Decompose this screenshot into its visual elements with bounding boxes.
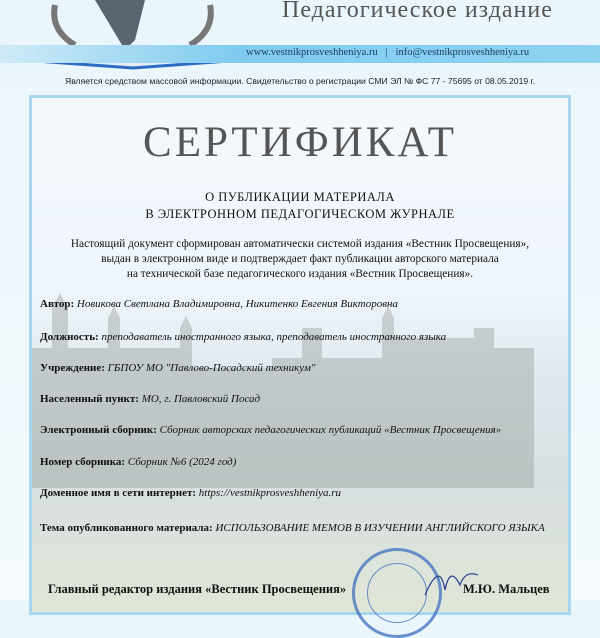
header-links xyxy=(246,47,529,58)
field-institution: Учреждение: ГБПОУ МО "Павлово-Посадский техникум" xyxy=(40,362,316,374)
description-line: выдан в электронном виде и подтверждает факт публикации авторского материала xyxy=(101,253,499,265)
registration-notice: Является средством массовой информации. Свидетельство о регистрации СМИ ЭЛ № ФС 77 - 75695 от 08.05.2019 г. xyxy=(64,76,535,86)
field-collection-number: Номер сборника: Сборник №6 (2024 год) xyxy=(40,456,237,468)
email-link[interactable]: info@vestnikprosveshheniya.ru xyxy=(395,47,530,58)
certificate-description xyxy=(0,237,600,282)
certificate-frame xyxy=(29,95,571,615)
website-link[interactable]: www.vestnikprosveshheniya.ru xyxy=(246,47,378,58)
editor-name: М.Ю. Мальцев xyxy=(463,582,550,596)
description-line: на технической базе педагогического издания «Вестник Просвещения». xyxy=(126,268,474,280)
description-line: Настоящий документ сформирован автоматически системой издания «Вестник Просвещения», xyxy=(70,238,530,250)
editor-label: Главный редактор издания «Вестник Просвещения» xyxy=(48,582,347,596)
publication-title: Педагогическое издание xyxy=(282,0,553,23)
separator: | xyxy=(385,47,388,58)
field-author: Автор: Новикова Светлана Владимировна, Никитенко Евгения Викторовна xyxy=(40,298,398,310)
field-position: Должность: преподаватель иностранного языка, преподаватель иностранного языка xyxy=(40,331,447,343)
field-collection: Электронный сборник: Сборник авторских педагогических публикаций «Вестник Просвещения» xyxy=(40,424,502,436)
field-topic: Тема опубликованного материала: ИСПОЛЬЗОВАНИЕ МЕМОВ В ИЗУЧЕНИИ АНГЛИЙСКОГО ЯЗЫКА xyxy=(40,522,545,534)
subtitle-line-2: В ЭЛЕКТРОННОМ ПЕДАГОГИЧЕСКОМ ЖУРНАЛЕ xyxy=(145,207,455,221)
certificate-title: СЕРТИФИКАТ xyxy=(143,119,457,166)
field-locality: Населенный пункт: МО, г. Павловский Посад xyxy=(40,393,261,405)
field-domain: Доменное имя в сети интернет: https://vestnikprosveshheniya.ru xyxy=(40,487,342,499)
subtitle-line-1: О ПУБЛИКАЦИИ МАТЕРИАЛА xyxy=(205,190,395,204)
